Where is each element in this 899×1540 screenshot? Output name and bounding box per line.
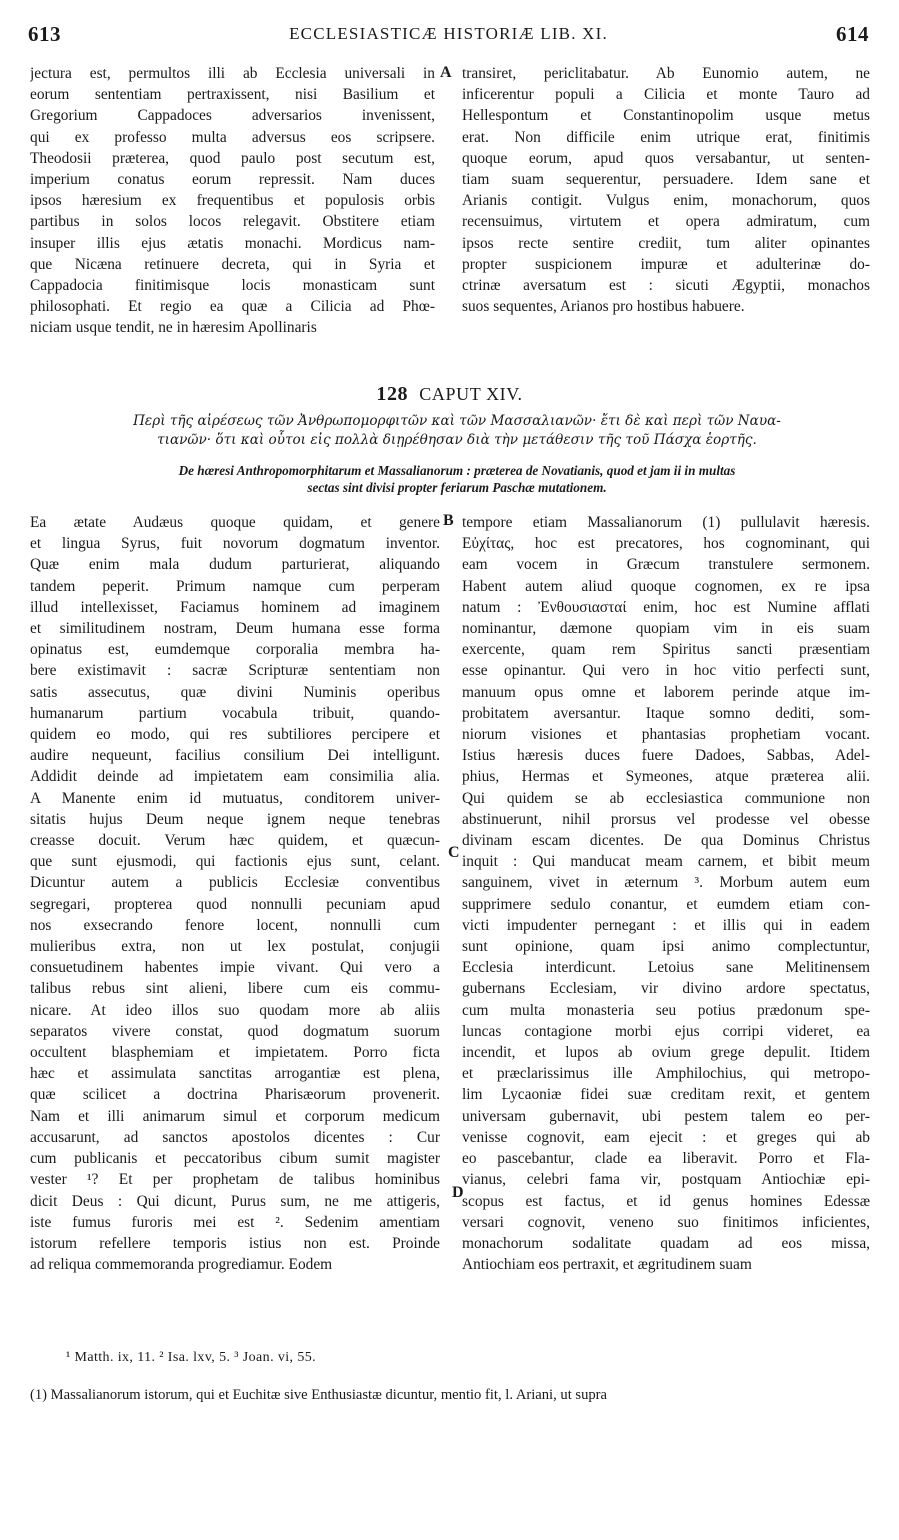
page-number-right: 614	[836, 22, 869, 46]
top-left-column	[30, 63, 435, 339]
text-line: transiret, periclitabatur. Ab Eunomio autem, ne	[462, 65, 870, 82]
greek-title-line: Περὶ τῆς αἱρέσεως τῶν Ἀνθρωπομορφιτῶν καὶ τῶν Μασσαλιανῶν· ἔτι δὲ καὶ περὶ τῶν Ναυα-	[133, 413, 781, 429]
text-line: Arianis contigit. Vulgus enim, monachorum, quos	[462, 192, 870, 210]
latin-title-line: De hæresi Anthropomorphitarum et Massalianorum : præterea de Novatianis, quod et jam ii in multas	[178, 463, 736, 478]
text-line: que Nicæna retinuere decreta, qui in Syria et	[30, 255, 435, 273]
text-line: vianus, celebri fama vir, postquam Antiochiæ epi-	[462, 1171, 870, 1189]
text-line: abstinuerunt, nihil prorsus vel prodesse vel obesse	[462, 810, 870, 828]
margin-marker-b: B	[443, 512, 454, 529]
text-line: quoque eorum, apud quos versabantur, ut senten-	[462, 149, 870, 167]
text-line: nos exsecrando fenore locent, nonnulli cum	[30, 916, 440, 934]
greek-title-line: τιανῶν· ὅτι καὶ οὗτοι εἰς πολλὰ διῃρέθησαν διὰ τὴν μετάθεσιν τῆς τοῦ Πάσχα ἑορτῆς.	[157, 432, 757, 448]
top-right-column	[462, 63, 870, 317]
text-line: sunt opinione, quam ipsi animo complectuntur,	[462, 938, 870, 956]
running-title: ECCLESIASTICÆ HISTORIÆ LIB. XI.	[289, 24, 608, 43]
text-line: ad reliqua commemoranda progrediamur. Eodem	[30, 1256, 333, 1274]
page-number-left: 613	[28, 22, 61, 46]
text-line: natum : Ἐνθουσιασταί enim, hoc est Numine afflati	[462, 598, 870, 616]
text-line: satis assecutus, quæ divini Numinis operibus	[30, 683, 440, 701]
text-line: Hellespontum et Constantinopolim usque metus	[462, 107, 870, 125]
text-line: vester ¹? Et per prophetam de talibus hominibus	[30, 1171, 440, 1189]
text-line: jectura est, permultos illi ab Ecclesia universali in	[30, 65, 435, 82]
text-line: que sunt ejusmodi, qui factionis ejus sunt, celant.	[30, 853, 440, 871]
chapter-heading	[0, 383, 899, 406]
text-line: suos sequentes, Arianos pro hostibus habuere.	[462, 298, 745, 316]
page-header	[28, 22, 869, 50]
text-line: mulieribus extra, non ut lex postulat, conjugii	[30, 938, 440, 956]
text-line: Addidit deinde ad impietatem eam consimilia alia.	[30, 768, 440, 786]
text-line: Dicuntur autem a publicis Ecclesiæ conventibus	[30, 874, 440, 892]
text-line: tempore etiam Massalianorum (1) pullulavit hæresis.	[462, 514, 870, 531]
text-line: istorum refellere temporis istius non est. Proinde	[30, 1234, 440, 1252]
text-line: cum multa monasteria seu potius prædonum spe-	[462, 1001, 870, 1019]
text-line: ipsos hæresium ex frequentibus et populosis orbis	[30, 192, 435, 210]
greek-chapter-title	[42, 412, 872, 450]
text-line: versari cognovit, veneno suo finitimos inficientes,	[462, 1213, 870, 1231]
text-line: A Manente enim id mutuatus, conditorem univer-	[30, 789, 440, 807]
text-line: Quæ enim mala dudum parturierat, aliquando	[30, 556, 440, 574]
text-line: niciam usque tendit, ne in hæresim Apollinaris	[30, 319, 317, 337]
text-line: opinatus est, eumdemque corporalia membra ha-	[30, 641, 440, 659]
text-line: luncas contagione morbi ejus corripi videret, ea	[462, 1022, 870, 1040]
text-line: incendit, et lupos ab ovium grege depulit. Itidem	[462, 1044, 870, 1062]
text-line: manuum opus omne et laborem perinde atque im-	[462, 683, 870, 701]
text-line: Gregorium Cappadoces adversarios invenissent,	[30, 107, 435, 125]
text-line: Nam et illi animarum simul et corporum medicum	[30, 1107, 440, 1125]
text-line: hæc et assimulata sanctitas arrogantiæ est plena,	[30, 1065, 440, 1083]
text-line: iste fumus furoris mei est ². Sedenim amentiam	[30, 1213, 440, 1231]
text-line: separatos vivere constat, quod dogmatum suorum	[30, 1022, 440, 1040]
text-line: et præclarissimus ille Amphilochius, qui metropo-	[462, 1065, 870, 1083]
text-line: tiam suam sequerentur, persuadere. Idem sane et	[462, 171, 870, 189]
text-line: occultent blasphemiam et impietatem. Porro ficta	[30, 1044, 440, 1062]
chapter-title: CAPUT XIV.	[419, 384, 523, 404]
body-left-column	[30, 512, 440, 1275]
text-line: gubernans Ecclesiam, vir divino ardore spectatus,	[462, 980, 870, 998]
text-line: eorum sententiam pertraxissent, nisi Basilium et	[30, 86, 435, 104]
margin-marker-d: D	[452, 1184, 464, 1201]
text-line: scopus est factus, et id genus homines Edessæ	[462, 1192, 870, 1210]
text-line: bere existimavit : sacræ Scripturæ sententiam non	[30, 662, 440, 680]
text-line: venisse cognovit, eam ejecit : et greges qui ab	[462, 1128, 870, 1146]
text-line: humanarum partium vocabula tribuit, quando-	[30, 704, 440, 722]
text-line: ipsos recte sentire crediit, tum aliter opinantes	[462, 234, 870, 252]
text-line: quidem eo modo, qui res subtiliores percipere et	[30, 726, 440, 744]
text-line: creasse docuit. Verum hæc quidem, et quæcun-	[30, 832, 440, 850]
text-line: consuetudinem habentes impie vivant. Qui vero a	[30, 959, 440, 977]
text-line: quæ scilicet a doctrina Pharisæorum provenerit.	[30, 1086, 440, 1104]
text-line: phius, Hermas et Symeones, atque præterea alii.	[462, 768, 870, 786]
text-line: dicit Deus : Qui dicunt, Purus sum, ne me attigeris,	[30, 1192, 440, 1210]
latin-title-line: sectas sint divisi propter feriarum Paschæ mutationem.	[307, 480, 607, 495]
text-line: illud intellexisset, Faciamus hominem ad imaginem	[30, 598, 440, 616]
text-line: Ecclesia interdicunt. Letoius sane Melitinensem	[462, 959, 870, 977]
text-line: supprimere sedulo conantur, et eumdem etiam con-	[462, 895, 870, 913]
text-line: imperium conatus eorum repressit. Nam duces	[30, 171, 435, 189]
editor-footnote: (1) Massalianorum istorum, qui et Euchitæ sive Enthusiastæ dicuntur, mentio fit, l. Ariani, ut supra	[30, 1387, 608, 1403]
text-line: Ea ætate Audæus quoque quidam, et genere	[30, 514, 440, 531]
footnote-references: ¹ Matth. ix, 11. ² Isa. lxv, 5. ³ Joan. vi, 55.	[66, 1350, 317, 1365]
text-line: nicare. At ideo illos suo quodam more ab aliis	[30, 1001, 440, 1019]
text-line: lim Lycaoniæ fidei suæ creditam rexit, et gentem	[462, 1086, 870, 1104]
text-line: inficerentur populi a Cilicia et monte Tauro ad	[462, 86, 870, 104]
text-line: segregari, propterea quod nonnulli pecuniam apud	[30, 895, 440, 913]
text-line: universam gubernavit, ubi pestem talem eo per-	[462, 1107, 870, 1125]
text-line: nominantur, dæmone quopiam vim in eis suam	[462, 620, 870, 638]
text-line: erat. Non difficile enim utrique erat, finitimis	[462, 128, 870, 146]
text-line: partibus in solos locos relegavit. Obstitere etiam	[30, 213, 435, 231]
text-line: esse opinantur. Qui vero in hoc vitio perfecti sunt,	[462, 662, 870, 680]
text-line: et lingua Syrus, fuit novorum dogmatum inventor.	[30, 535, 440, 553]
text-line: talibus rebus sint alieni, libere cum eis commu-	[30, 980, 440, 998]
text-line: qui ex professo multa adversus eos scripsere.	[30, 128, 435, 146]
text-line: ctrinæ aversatum est : sicuti Ægyptii, monachos	[462, 277, 870, 295]
text-line: philosophati. Et regio ea quæ a Cilicia ad Phœ-	[30, 298, 435, 316]
text-line: tandem peperit. Primum namque cum perperam	[30, 577, 440, 595]
text-line: sanguinem, vivet in æternum ³. Morbum autem eum	[462, 874, 870, 892]
text-line: cum publicanis et peccatoribus cibum sumit magister	[30, 1150, 440, 1168]
margin-marker-c: C	[448, 844, 460, 861]
text-line: recensuimus, virtutem et opera admiratum, cum	[462, 213, 870, 231]
latin-chapter-title	[42, 462, 872, 496]
text-line: victi impudenter pernegant : et illis qui in eadem	[462, 916, 870, 934]
text-line: probitatem aversantur. Itaque somno dediti, som-	[462, 704, 870, 722]
text-line: Theodosii præterea, quod paulo post secutum est,	[30, 149, 435, 167]
text-line: niorum visiones et phantasias prophetiam vocant.	[462, 726, 870, 744]
text-line: inquit : Qui manducat meam carnem, et bibit meum	[462, 853, 870, 871]
text-line: exercente, quam rem Spiritus sancti præsentiam	[462, 641, 870, 659]
text-line: divinam escam dicentes. De qua Dominus Christus	[462, 832, 870, 850]
text-line: et similitudinem nostram, Deum humana esse forma	[30, 620, 440, 638]
text-line: Εὐχίτας, hoc est precatores, hos cognominant, qui	[462, 535, 870, 553]
text-line: insuper illis ejus ætatis monachi. Mordicus nam-	[30, 234, 435, 252]
text-line: eo pascebantur, clade ea liberavit. Porro et Fla-	[462, 1150, 870, 1168]
text-line: Cappadocia finitimisque locis monasticam sunt	[30, 277, 435, 295]
text-line: audire nequeunt, facilius consilium Dei intelligunt.	[30, 747, 440, 765]
body-right-column	[462, 512, 870, 1275]
text-line: Habent autem aliud quoque cognomen, ex re ipsa	[462, 577, 870, 595]
text-line: accusarunt, ad sanctos apostolos dicentes : Cur	[30, 1128, 440, 1146]
text-line: Qui quidem se ab ecclesiastica communione non	[462, 789, 870, 807]
text-line: propter suspicionem impuræ et adulterinæ do-	[462, 255, 870, 273]
text-line: Antiochiam eos pertraxit, et ægritudinem suam	[462, 1256, 752, 1274]
text-line: sitatis hujus Deum neque ignem neque tenebras	[30, 810, 440, 828]
text-line: eam vocem in Græcum transtulere sermonem.	[462, 556, 870, 574]
margin-marker-a: A	[440, 64, 452, 81]
chapter-number: 128	[376, 383, 409, 405]
text-line: monachorum sodalitate quadam ad eos missa,	[462, 1234, 870, 1252]
text-line: Istius hæresis duces fuere Dadoes, Sabbas, Adel-	[462, 747, 870, 765]
